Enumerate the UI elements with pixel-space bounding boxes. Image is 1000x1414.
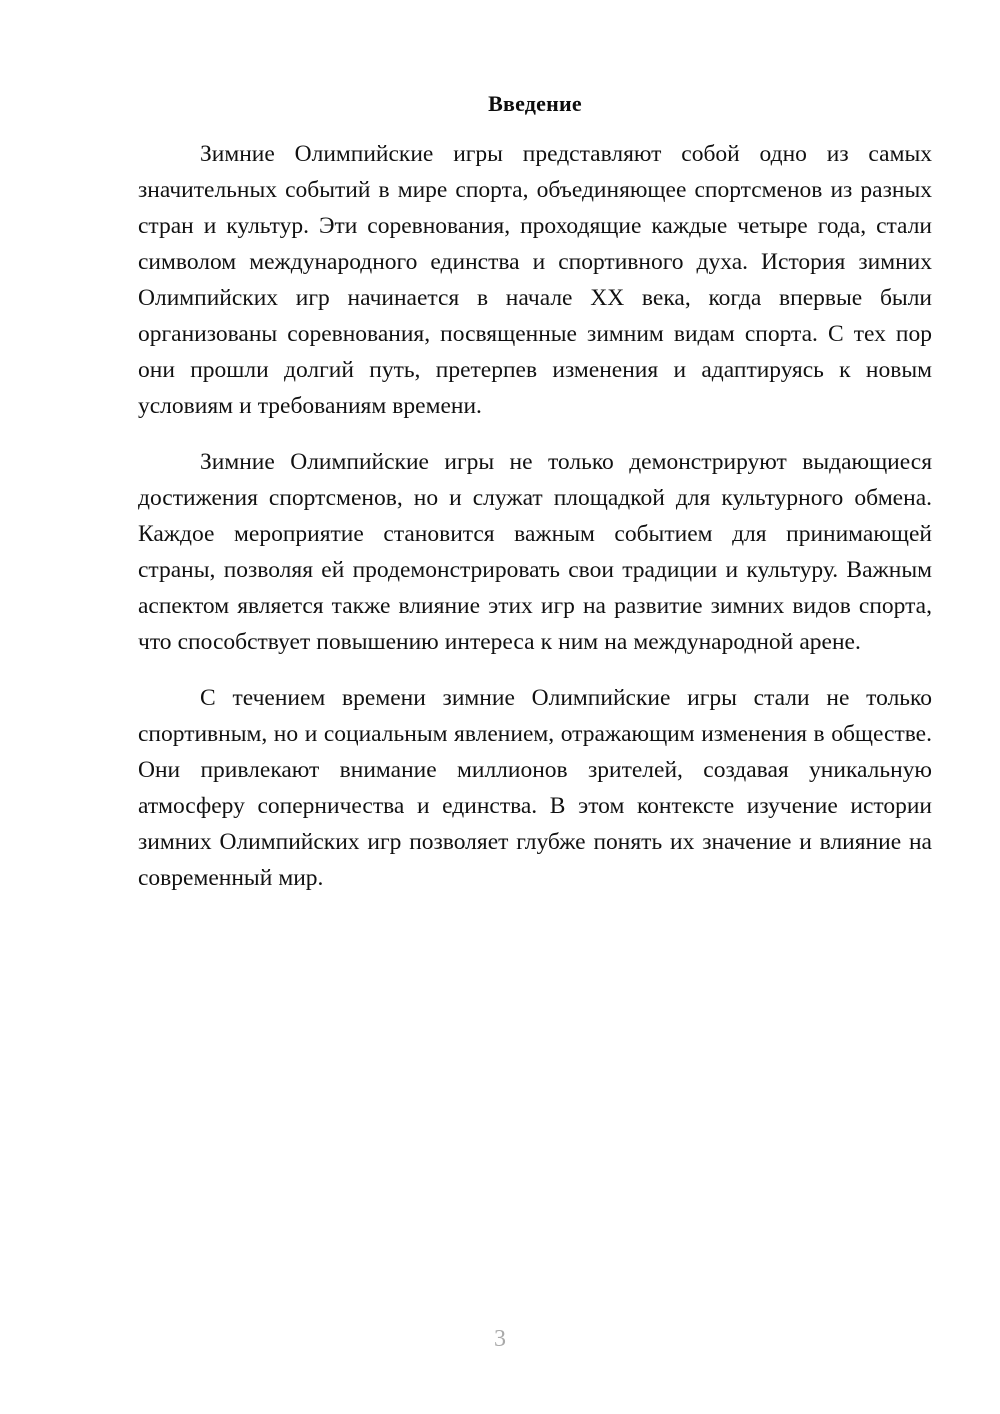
- page-content: [138, 86, 932, 896]
- body-paragraph: Зимние Олимпийские игры представляют собой одно из самых значительных событий в мире спорта, объединяющее спортсменов из разных стран и культур. Эти соревнования, проходящие каждые четыре года, стали символом международного единства и спортивного духа. История зимних Олимпийских игр начинается в начале XX века, когда впервые были организованы соревнования, посвященные зимним видам спорта. С тех пор они прошли долгий путь, претерпев изменения и адаптируясь к новым условиям и требованиям времени.: [138, 141, 932, 419]
- body-paragraph: С течением времени зимние Олимпийские игры стали не только спортивным, но и социальным явлением, отражающим изменения в обществе. Они привлекают внимание миллионов зрителей, создавая уникальную атмосферу соперничества и единства. В этом контексте изучение истории зимних Олимпийских игр позволяет глубже понять их значение и влияние на современный мир.: [138, 685, 932, 891]
- page-number: 3: [494, 1326, 506, 1352]
- page-title: Введение: [488, 91, 582, 116]
- body-paragraph: Зимние Олимпийские игры не только демонстрируют выдающиеся достижения спортсменов, но и служат площадкой для культурного обмена. Каждое мероприятие становится важным событием для принимающей страны, позволяя ей продемонстрировать свои традиции и культуру. Важным аспектом является также влияние этих игр на развитие зимних видов спорта, что способствует повышению интереса к ним на международной арене.: [138, 449, 932, 655]
